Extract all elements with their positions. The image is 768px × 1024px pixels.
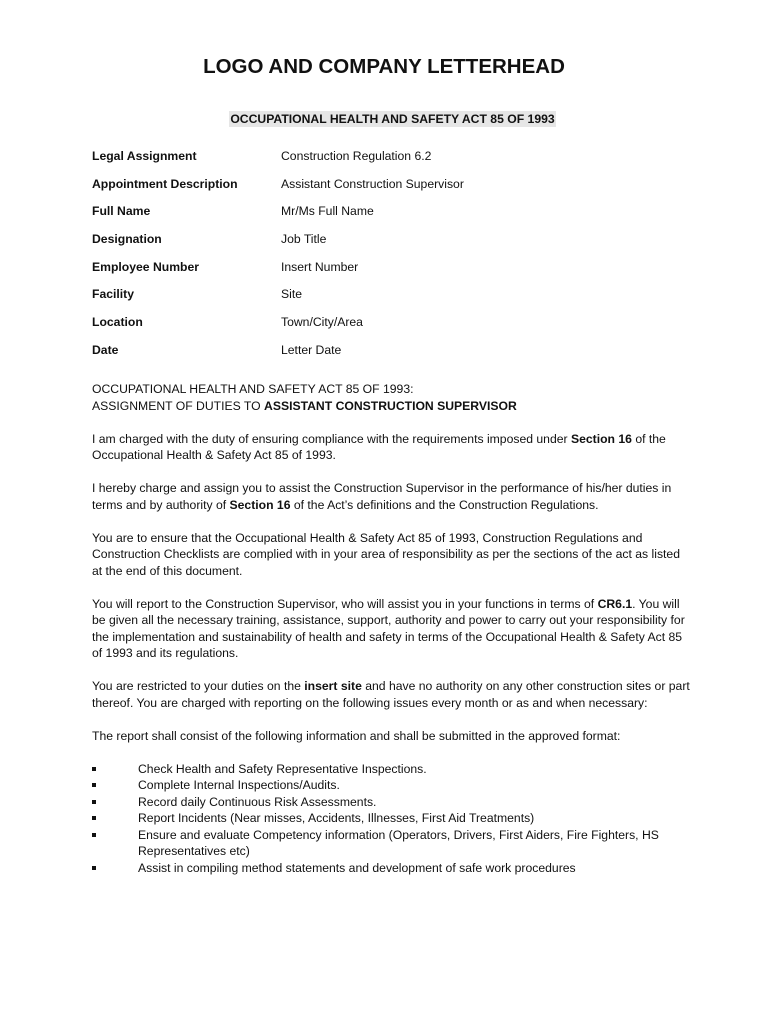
detail-label: Employee Number: [92, 259, 200, 274]
paragraph-emphasis: Section 16: [570, 431, 632, 446]
paragraph-text: You are restricted to your duties on the: [92, 679, 305, 693]
detail-row-location: [92, 314, 692, 342]
section-heading: [92, 381, 692, 414]
section-heading-prefix: ASSIGNMENT OF DUTIES TO: [92, 398, 265, 413]
detail-row-facility: [92, 286, 692, 314]
detail-label: Legal Assignment: [92, 149, 197, 163]
section-heading-role: ASSISTANT CONSTRUCTION SUPERVISOR: [264, 398, 517, 413]
paragraph-duty: [92, 431, 692, 464]
assignment-details: [92, 148, 692, 370]
bullet-icon: [92, 783, 96, 787]
detail-value: Construction Regulation 6.2: [281, 149, 432, 163]
detail-label: Full Name: [92, 204, 151, 219]
paragraph-emphasis: insert site: [304, 679, 362, 693]
paragraph-compliance: You are to ensure that the Occupational Health & Safety Act 85 of 1993, Construction Regulations and Construction Checklists are complied with in your area of responsibility as per the sections of the act as listed at the end of this document.: [92, 530, 680, 578]
detail-value: Town/City/Area: [281, 315, 363, 330]
bullet-icon: [92, 800, 96, 804]
detail-value: Site: [281, 287, 303, 302]
list-item: [92, 777, 692, 794]
paragraph-assignment: [92, 480, 692, 513]
detail-label: Facility: [92, 287, 134, 302]
detail-label: Designation: [92, 232, 162, 247]
paragraph-report-format: The report shall consist of the following information and shall be submitted in the approved format:: [92, 728, 621, 743]
paragraph-text: of the Act’s definitions and the Construction Regulations.: [290, 497, 599, 512]
list-item: [92, 761, 692, 778]
detail-label: Appointment Description: [92, 176, 238, 191]
detail-row-appointment-description: [92, 176, 692, 204]
detail-value: Letter Date: [281, 342, 342, 357]
list-item-text: Ensure and evaluate Competency information (Operators, Drivers, First Aiders, Fire Fighters, HS Representatives etc): [138, 827, 659, 858]
detail-label: Location: [92, 315, 143, 330]
paragraph-text: I hereby charge and assign you to assist the Construction Supervisor in the performance of his/her duties in terms and by authority of: [92, 481, 672, 512]
list-item: [92, 827, 692, 860]
paragraph-text: and have no authority on any other construction sites or part thereof. You are charged with reporting on the following issues every month or as and when necessary:: [92, 679, 690, 710]
paragraph-emphasis: CR6.1: [597, 596, 633, 611]
list-item-text: Complete Internal Inspections/Audits.: [138, 778, 340, 792]
report-items-list: [92, 761, 692, 877]
list-item-text: Report Incidents (Near misses, Accidents, Illnesses, First Aid Treatments): [138, 811, 535, 825]
detail-row-designation: [92, 231, 692, 259]
list-item-text: Check Health and Safety Representative Inspections.: [138, 761, 427, 776]
act-heading-text: OCCUPATIONAL HEALTH AND SAFETY ACT 85 OF 1993: [230, 112, 555, 126]
bullet-icon: [92, 833, 96, 837]
paragraph-text: You will report to the Construction Supervisor, who will assist you in your functions in terms of: [92, 596, 598, 611]
section-heading-line1: OCCUPATIONAL HEALTH AND SAFETY ACT 85 OF 1993:: [92, 382, 414, 396]
paragraph-text: . You will be given all the necessary training, assistance, support, authority and power to carry out your responsibility for the implementation and sustainability of health and safety in terms of the Occupational Health & Safety Act 85 of 1993 and its regulations.: [92, 596, 685, 660]
detail-label: Date: [92, 342, 119, 357]
list-item-text: Record daily Continuous Risk Assessments.: [138, 794, 377, 809]
letter-body: [92, 381, 692, 876]
detail-value: Job Title: [281, 232, 327, 247]
letterhead-title: LOGO AND COMPANY LETTERHEAD: [203, 55, 565, 78]
paragraph-restriction: [92, 678, 692, 711]
detail-row-legal-assignment: [92, 148, 692, 176]
list-item-text: Assist in compiling method statements and development of safe work procedures: [138, 860, 576, 875]
bullet-icon: [92, 866, 96, 870]
detail-row-full-name: [92, 203, 692, 231]
detail-value: Insert Number: [281, 259, 359, 274]
paragraph-text: of the Occupational Health & Safety Act 85 of 1993.: [92, 431, 666, 462]
detail-value: Mr/Ms Full Name: [281, 204, 374, 219]
paragraph-emphasis: Section 16: [229, 497, 291, 512]
detail-row-date: [92, 342, 692, 370]
act-heading: [0, 111, 768, 128]
list-item: [92, 794, 692, 811]
detail-row-employee-number: [92, 259, 692, 287]
list-item: [92, 860, 692, 877]
paragraph-reporting: [92, 596, 692, 662]
detail-value: Assistant Construction Supervisor: [281, 176, 464, 191]
bullet-icon: [92, 767, 96, 771]
bullet-icon: [92, 816, 96, 820]
list-item: [92, 810, 692, 827]
paragraph-text: I am charged with the duty of ensuring compliance with the requirements imposed under: [92, 431, 571, 446]
